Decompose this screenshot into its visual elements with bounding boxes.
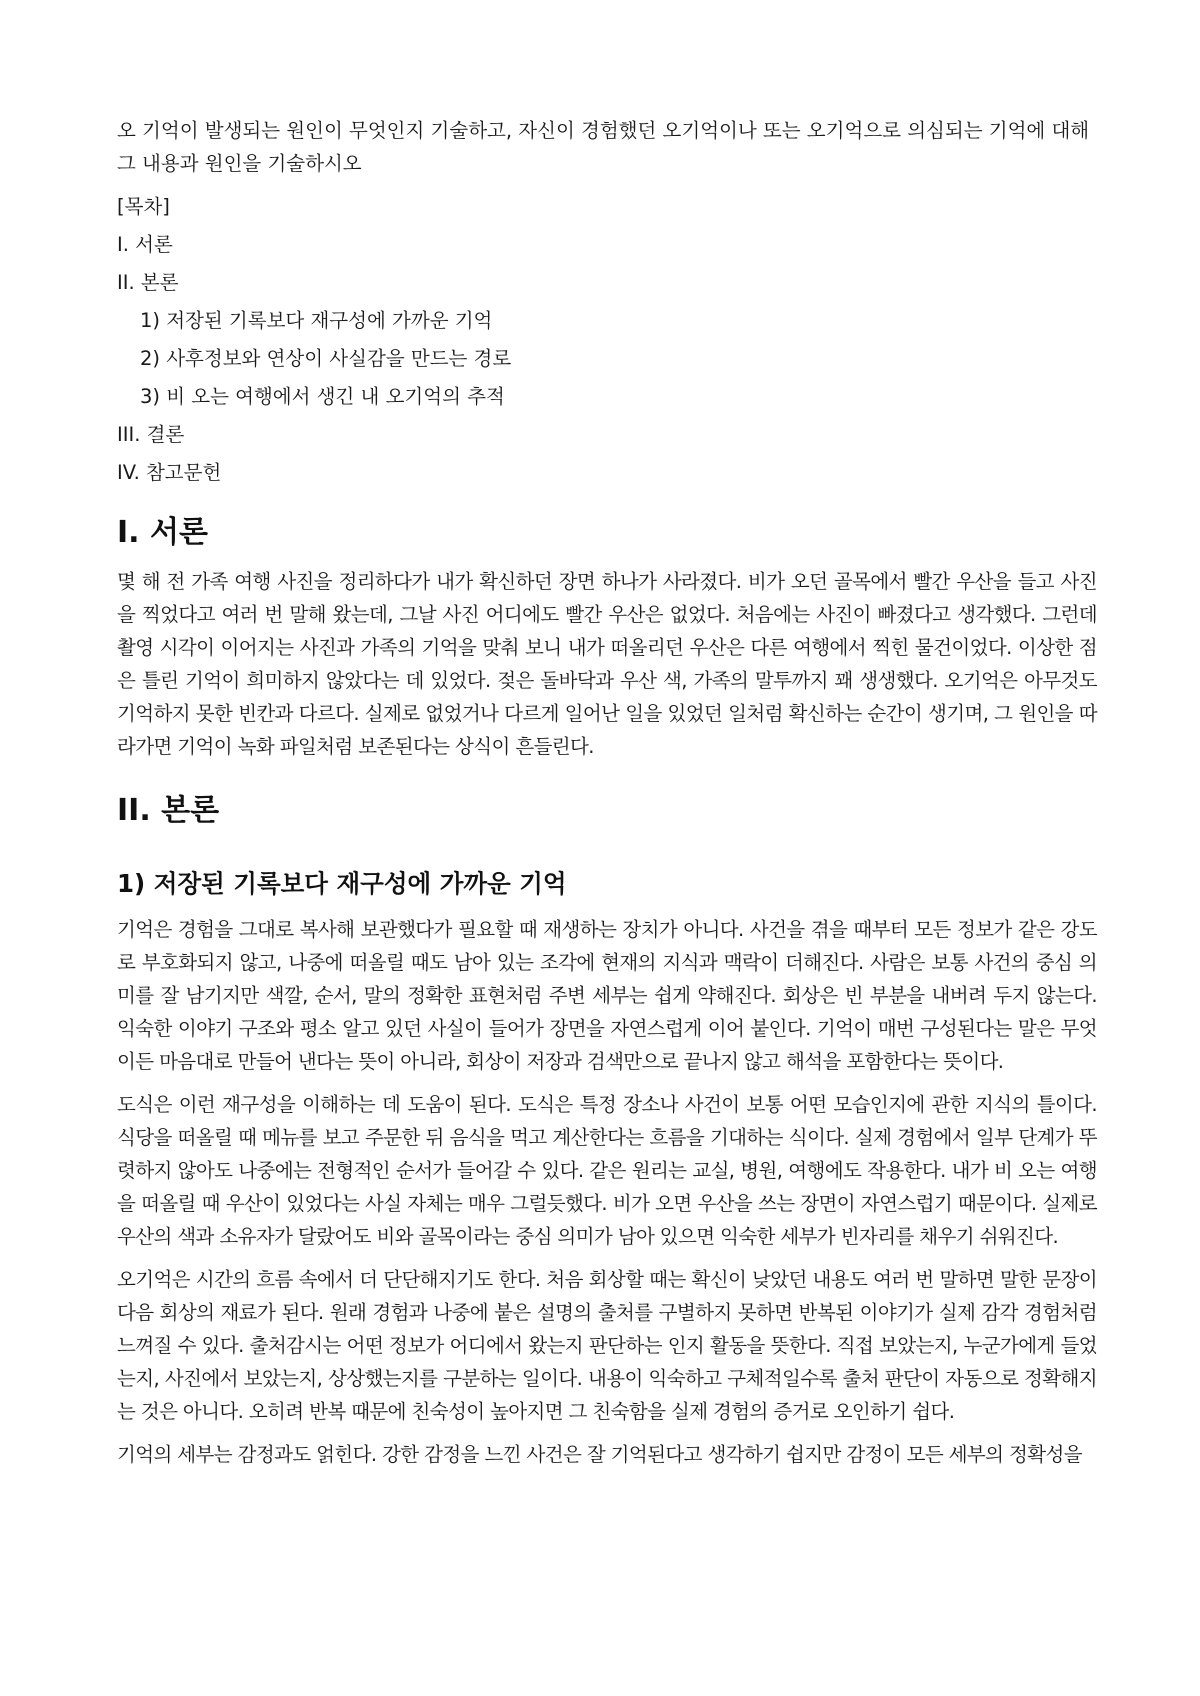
toc-item-body: II. 본론 bbox=[117, 271, 179, 294]
toc-item-sub1: 1) 저장된 기록보다 재구성에 가까운 기억 bbox=[140, 309, 493, 332]
toc-item-sub2: 2) 사후정보와 연상이 사실감을 만드는 경로 bbox=[140, 347, 512, 370]
assignment-prompt: 오 기억이 발생되는 원인이 무엇인지 기술하고, 자신이 경험했던 오기억이나 또는 오기억으로 의심되는 기억에 대해 그 내용과 원인을 기술하시오 bbox=[117, 119, 1090, 175]
toc-heading: [목차] bbox=[117, 195, 170, 218]
subsection-heading-1: 1) 저장된 기록보다 재구성에 가까운 기억 bbox=[117, 869, 567, 898]
toc-item-sub3: 3) 비 오는 여행에서 생긴 내 오기억의 추적 bbox=[140, 385, 505, 408]
toc-item-conclusion: III. 결론 bbox=[117, 423, 185, 446]
body-paragraph: 오기억은 시간의 흐름 속에서 더 단단해지기도 한다. 처음 회상할 때는 확신이 낮았던 내용도 여러 번 말하면 말한 문장이 다음 회상의 재료가 된다. 원래 경험과 나중에 붙은 설명의 출처를 구별하지 못하면 반복된 이야기가 실제 감각 경험처럼 느껴질 수 있다. 출처감시는 어떤 정보가 어디에서 왔는지 판단하는 인지 활동을 뜻한다. 직접 보았는지, 누군가에게 들었는지, 사진에서 보았는지, 상상했는지를 구분하는 일이다. 내용이 익숙하고 구체적일수록 출처 판단이 자동으로 정확해지는 것은 아니다. 오히려 반복 때문에 친숙성이 높아지면 그 친숙함을 실제 경험의 증거로 오인하기 쉽다. bbox=[117, 1268, 1097, 1423]
section-heading-body: II. 본론 bbox=[117, 793, 220, 828]
toc-item-references: IV. 참고문헌 bbox=[117, 461, 222, 484]
body-paragraph: 기억은 경험을 그대로 복사해 보관했다가 필요할 때 재생하는 장치가 아니다. 사건을 겪을 때부터 모든 정보가 같은 강도로 부호화되지 않고, 나중에 떠올릴 때도 남아 있는 조각에 현재의 지식과 맥락이 더해진다. 사람은 보통 사건의 중심 의미를 잘 남기지만 색깔, 순서, 말의 정확한 표현처럼 주변 세부는 쉽게 약해진다. 회상은 빈 부분을 내버려 두지 않는다. 익숙한 이야기 구조와 평소 알고 있던 사실이 들어가 장면을 자연스럽게 이어 붙인다. 기억이 매번 구성된다는 말은 무엇이든 마음대로 만들어 낸다는 뜻이 아니라, 회상이 저장과 검색만으로 끝나지 않고 해석을 포함한다는 뜻이다. bbox=[117, 918, 1097, 1073]
body-paragraph: 도식은 이런 재구성을 이해하는 데 도움이 된다. 도식은 특정 장소나 사건이 보통 어떤 모습인지에 관한 지식의 틀이다. 식당을 떠올릴 때 메뉴를 보고 주문한 뒤 음식을 먹고 계산한다는 흐름을 기대하는 식이다. 실제 경험에서 일부 단계가 뚜렷하지 않아도 나중에는 전형적인 순서가 들어갈 수 있다. 같은 원리는 교실, 병원, 여행에도 작용한다. 내가 비 오는 여행을 떠올릴 때 우산이 있었다는 사실 자체는 매우 그럴듯했다. 비가 오면 우산을 쓰는 장면이 자연스럽기 때문이다. 실제로 우산의 색과 소유자가 달랐어도 비와 골목이라는 중심 의미가 남아 있으면 익숙한 세부가 빈자리를 채우기 쉬워진다. bbox=[117, 1093, 1097, 1248]
body-paragraph: 기억의 세부는 감정과도 얽힌다. 강한 감정을 느낀 사건은 잘 기억된다고 생각하기 쉽지만 감정이 모든 세부의 정확성을 bbox=[117, 1443, 1082, 1466]
document-page bbox=[117, 114, 1097, 1481]
toc-item-intro: I. 서론 bbox=[117, 233, 173, 256]
section-heading-intro: I. 서론 bbox=[117, 515, 208, 550]
intro-paragraph: 몇 해 전 가족 여행 사진을 정리하다가 내가 확신하던 장면 하나가 사라졌다. 비가 오던 골목에서 빨간 우산을 들고 사진을 찍었다고 여러 번 말해 왔는데, 그날 사진 어디에도 빨간 우산은 없었다. 처음에는 사진이 빠졌다고 생각했다. 그런데 촬영 시각이 이어지는 사진과 가족의 기억을 맞춰 보니 내가 떠올리던 우산은 다른 여행에서 찍힌 물건이었다. 이상한 점은 틀린 기억이 희미하지 않았다는 데 있었다. 젖은 돌바닥과 우산 색, 가족의 말투까지 꽤 생생했다. 오기억은 아무것도 기억하지 못한 빈칸과 다르다. 실제로 없었거나 다르게 일어난 일을 있었던 일처럼 확신하는 순간이 생기며, 그 원인을 따라가면 기억이 녹화 파일처럼 보존된다는 상식이 흔들린다. bbox=[117, 570, 1097, 758]
table-of-contents bbox=[117, 190, 1097, 489]
